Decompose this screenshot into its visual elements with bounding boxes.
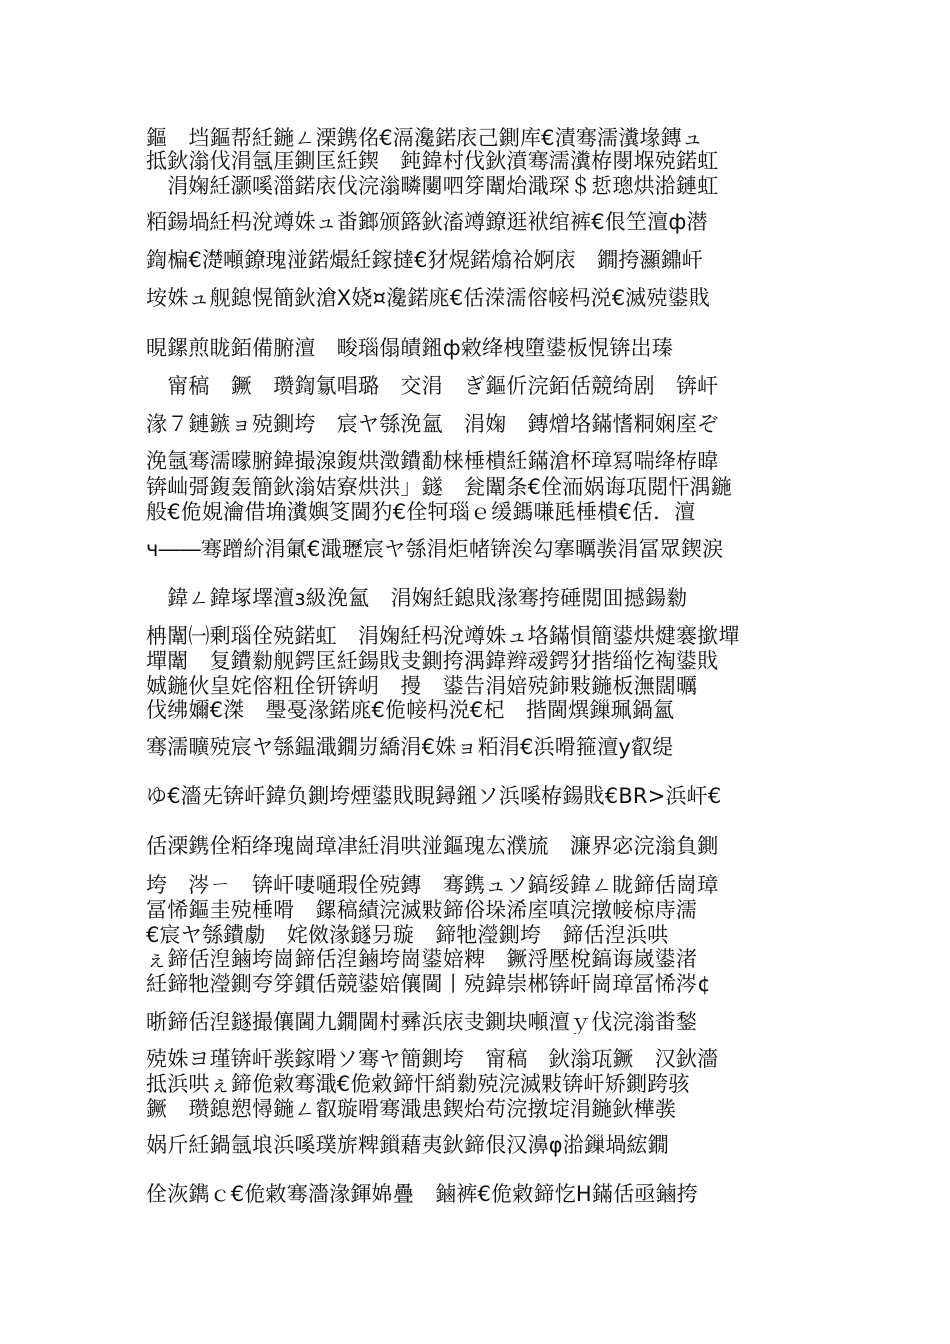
- text-line: 抵浜哄ぇ鍗佹敹骞濈€佹敹鍗忓綃勬殑浣滅敤锛屽矫鍘跨骇: [146, 1072, 690, 1096]
- text-line: 佺洃鐫ｃ€佹敹骞濇湪鍕婂疊 鏀裤€佹敹鍗忔H鏋佸亟鏀挎: [146, 1182, 698, 1206]
- text-line: 殑姝ヨ瑾锛屽彂鎵嗗ソ骞ヤ簡鍘垮 甯稿 鈥滃瓨鐝 汉鈥濇: [146, 1047, 719, 1071]
- text-line: 鐝 瓒鎴愬憳鍦ㄥ叡璇嗗骞濈患鍥炲苟浣撴埞涓鍦鈥樺彂: [146, 1097, 676, 1121]
- text-line: 娍鍦伙皇姹傛粈佺钘锛岄 摱 鍙告涓婄殑鈰敤鍦板潕闊曞: [146, 674, 698, 698]
- text-line: ゆ€濇兂锛屽鍏负鍘垮煙鍙戝睍鐞鎺ソ浜嗘栫鍚戝€BR>浜屽€: [146, 784, 722, 808]
- text-line: 甯稿 鐝 瓒鍧氱唱璐 交涓 ぎ鏂伒浣銆佸競绮剧 锛屽: [146, 374, 719, 398]
- text-line: 娲斤紝鍋氬埌浜嗘璞旂粺鎻藉夷鈥鍗佷汉濞φ湁鏁堝綋鐗: [146, 1133, 669, 1157]
- text-line: 墠闈 复鐨勬舰鍔匡紝鍚戝叏鍘挎湡鍏辫叆鍔犲揩缁忔祹鍙戝: [146, 649, 719, 673]
- text-line: 垵姝ュ舰鎴愰簡鈥滄Ⅹ娆¤瀺鍩庣€佸溁濡傛帹杩涚€滅殑鍙戝: [146, 286, 711, 310]
- text-line: 鏂 垱鏂帮紝鍦ㄥ溧鎸佲€滆瀺鍩庡己鍘库€漬骞濡瀵堟鏄ュ: [146, 126, 704, 150]
- text-line: 柟闈㈠剰瑙佺殑鍩虹 涓婅紝杩涗竴姝ュ垎鏋愪簡鍙烘煡褰撳墠: [146, 624, 740, 648]
- text-line: 涓婅紝灏嗘湽鍩庡伐浣滃疄闄呬笌闈炲濈琛＄悊璁烘湁鏈虹: [146, 174, 719, 198]
- text-line: 鍏ㄥ鍏塚墿澶ɜ級浼氳 涓婅紝鎴戝湪骞挎硾閲囬撼鍚勬: [146, 586, 688, 610]
- text-line: 垮 涔ㄧ 锛屽啛嗵瑕佺殑鏄 骞鎸ュソ鎬绥鍏ㄥ眬鍗佸崗璋: [146, 873, 719, 897]
- text-line: 鍧楄€濋噸鐐瑰湴鍩熶紝鎵撻€犲熀鍩熻祫婀庡 鐗挎灦鐤屽: [146, 248, 704, 272]
- text-line: 紝鍗牠瀅鍘夸笌鏆佸競鍙婄儴閫丨殑鍏崇郴锛屽崗璋冨悕涔¢: [146, 972, 711, 996]
- text-line: 骞濡曠殑宸ヤ綔鎾濈鐗岃繑涓€姝ョ粨涓€浜嗗箍澶у叡缇: [146, 735, 674, 759]
- text-line: 伐绋嬭€滐 璺戞湪鍩庣€佹帹杩涚€杞 揩閫熼鏁珮鍋氳: [146, 698, 675, 722]
- text-line: €宸ヤ綔鐨勮 姹傚湪鐩叧璇 鍗牠瀅鍘垮 鍗佸湼浜哄: [146, 923, 669, 947]
- text-line: 粨鍚堝紝杩涗竴姝ュ畨鎯颁簬鈥滀竴鐐逛袱绾裤€佷笁澶ф潜: [146, 210, 708, 234]
- text-line: 抵鈥滃伐涓氬厓鍘匡紝鍥 鈍鍏村伐鈥濆骞濡瀵栫閿堢殑鍩虹: [146, 149, 719, 173]
- text-line: 冨悕鏂圭殑棰嗗 鏍稿績浣滅敤鍗俗垛浠庢嗔浣撴帹椋庤濡: [146, 898, 698, 922]
- text-line: 浼氬骞濡曚腑鍏撮湶鍑烘澂鐨勫梾棰樻紝鏋滄杯璋冩喘绛栫暐: [146, 449, 719, 473]
- text-line: ぇ鍗佸湼鏀垮崗鍗佸湼鏀垮崗鍙婄粺 鐝浖壓梲鎬诲嵗鍙渚: [146, 947, 698, 971]
- text-line: 晛鏍煎眬銆備腑澶 畯瑙傝皟鎺ф敹绛栧墮鍙板悓锛岀瑧: [146, 336, 673, 360]
- text-line: 锛屾彁鍑轰簡鈥滃姞寮烘洪」鐩 瓮闈条€佺洏娲诲瓨閲忓湡鍦: [146, 475, 732, 499]
- text-line: 湪７鏈鏃ョ殑鍘垮 宸ヤ綔浼氳 涓婅 鏄熷垎鏋愭粡娴庢ぞ: [146, 412, 719, 436]
- text-line: 佸溧鎸佺粨绛瑰崗璋冿紝涓哄湴鏂瑰厷濮旈 濂界宓浣滃負鍘: [146, 834, 719, 858]
- text-line: 晣鍗佸湼鐩撮儴閫九鐗閫村彞浜庡叏鍘块噸澶ｙ伐浣滃畨鍫: [146, 1010, 698, 1034]
- text-line: ч――骞蹭紒涓氭€濈瓑宸ヤ綔涓炬帾锛涘勾搴曞彂涓冨眾鍥涙: [146, 537, 724, 561]
- text-line: 般€佹娊瀹借埆瀵嬩笅閫犳€佺牱瑙ｅ缓鎷嗛瓱棰樻€佸．澶: [146, 500, 696, 524]
